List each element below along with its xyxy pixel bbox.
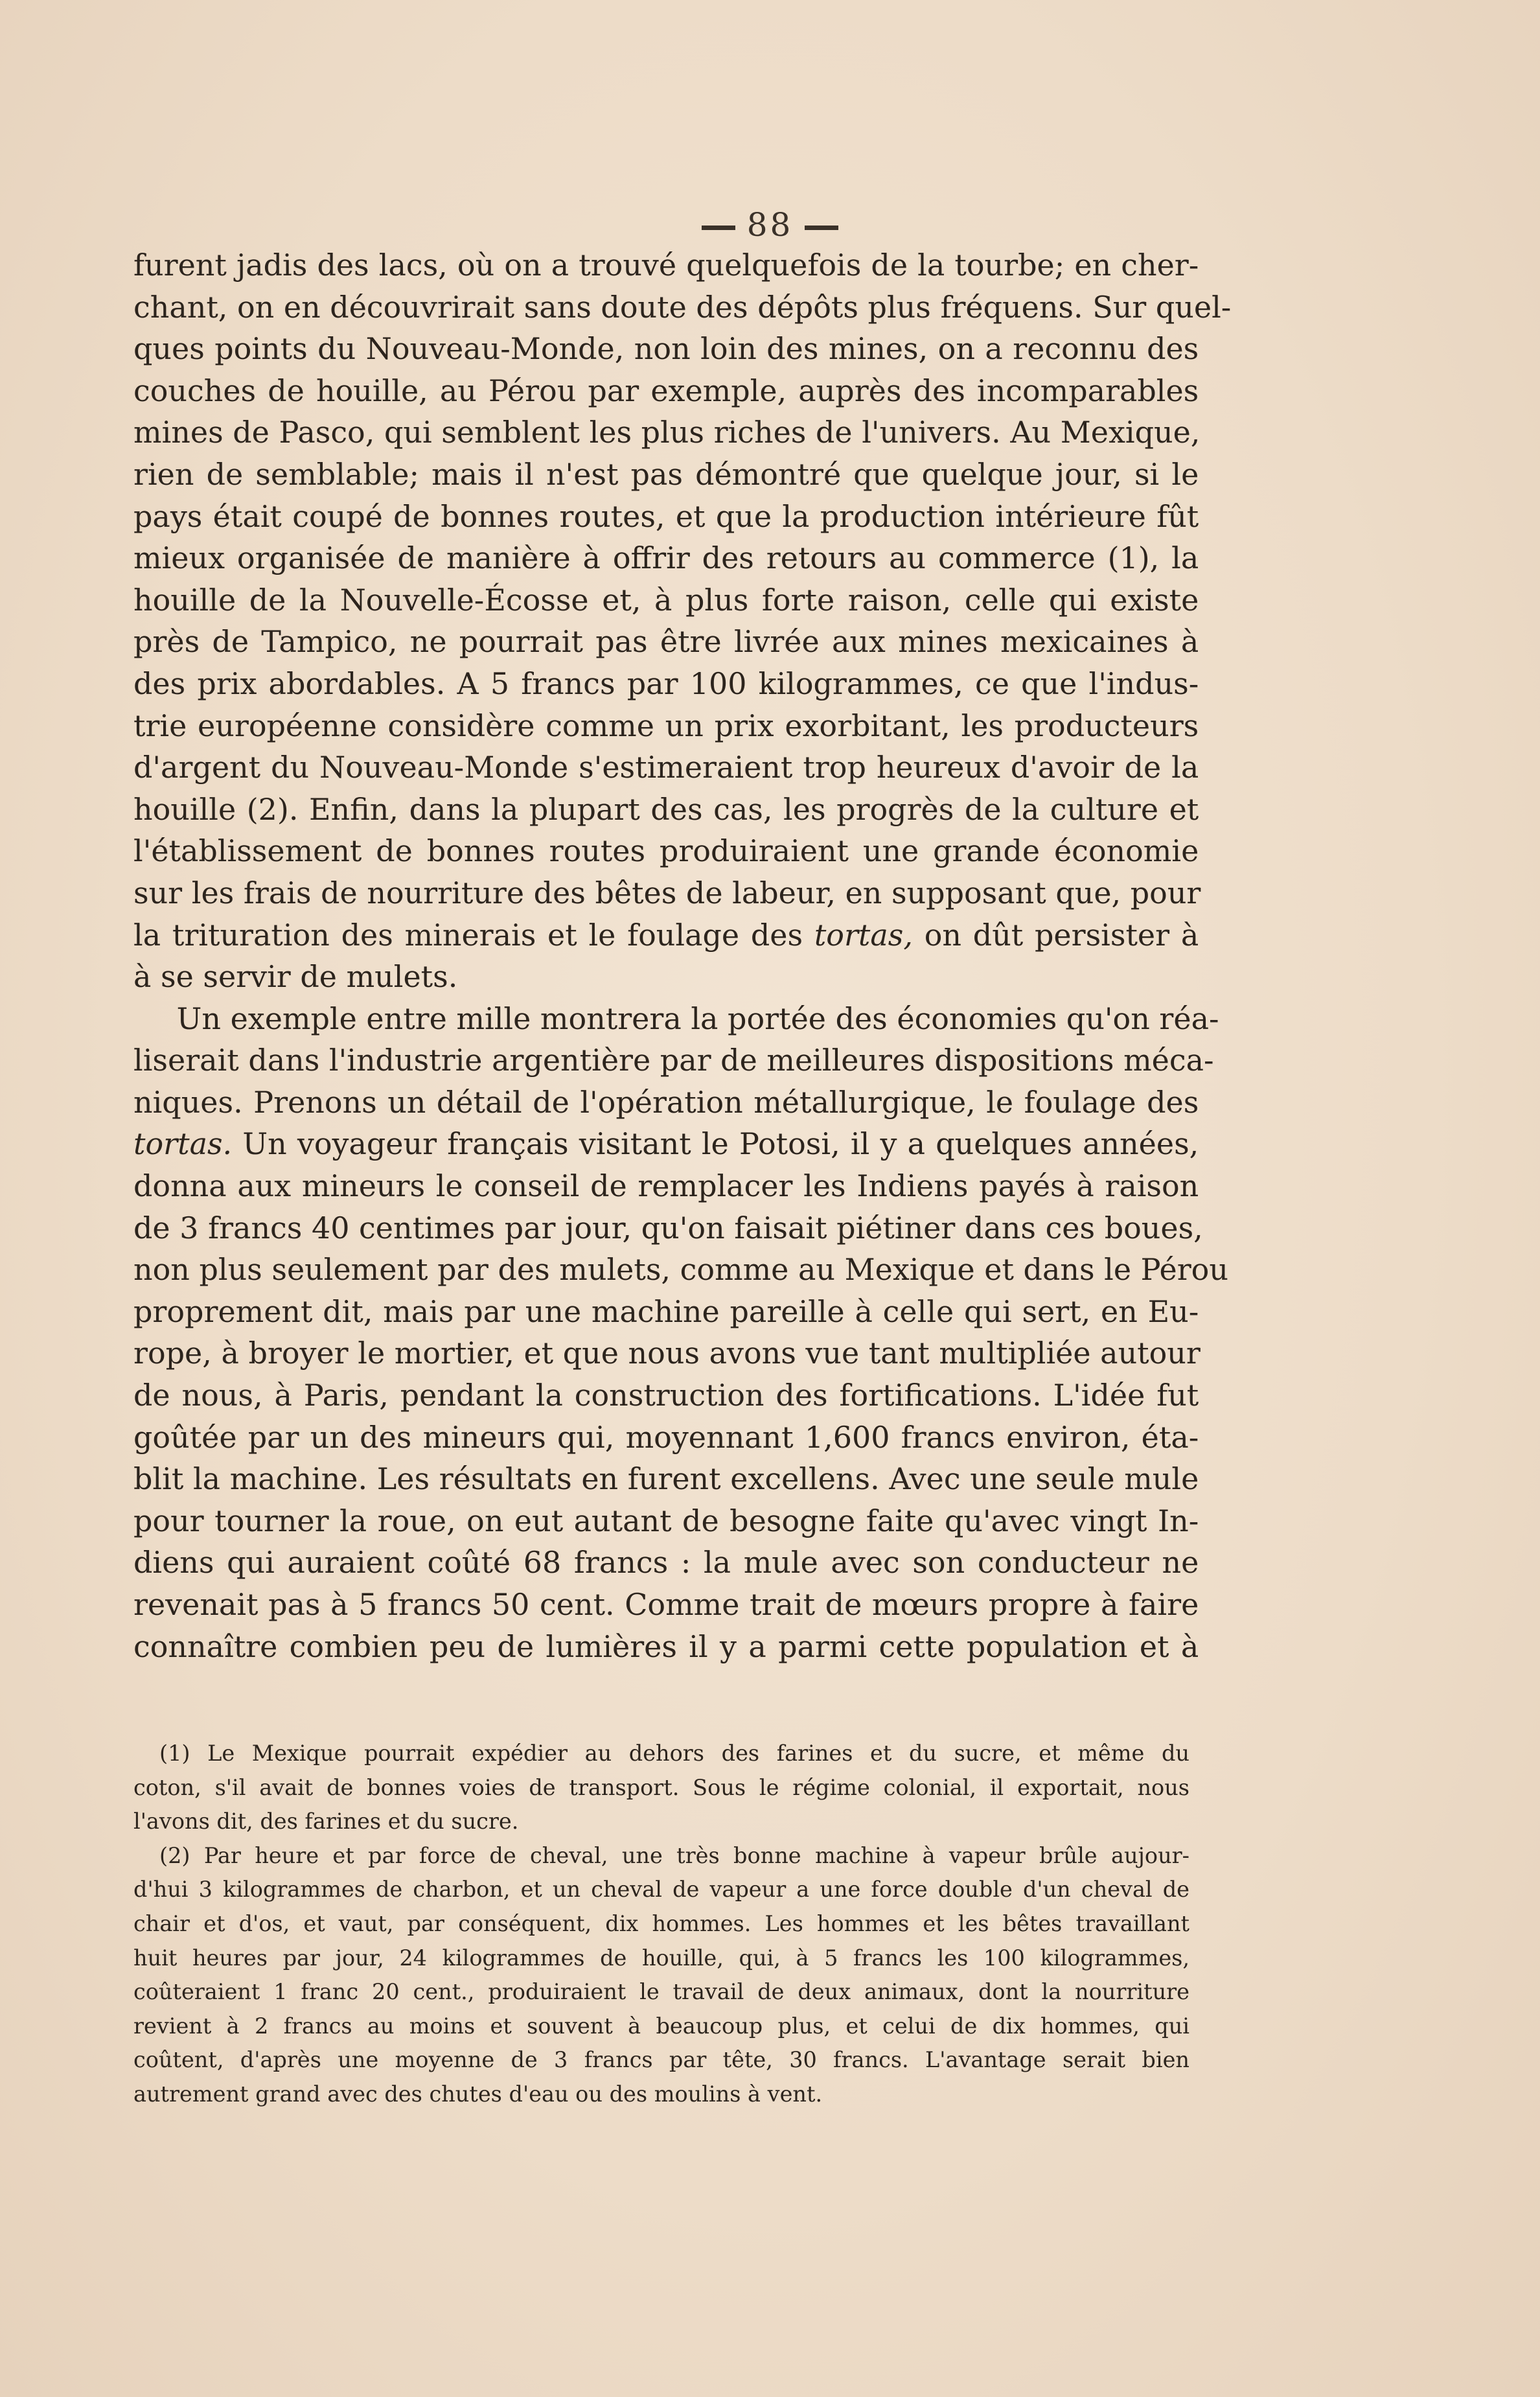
- text-line: mines de Pasco, qui semblent les plus riches de l'univers. Au Mexique,: [133, 415, 1201, 450]
- text-line: trie européenne considère comme un prix exorbitant, les producteurs: [133, 708, 1199, 743]
- footnotes: [133, 1737, 1189, 2112]
- text-line: houille de la Nouvelle-Écosse et, à plus forte raison, celle qui existe: [133, 583, 1199, 618]
- text-segment: Un voyageur français visitant le Potosi, il y a quelques années,: [232, 1127, 1199, 1162]
- text-line: l'établissement de bonnes routes produiraient une grande économie: [133, 834, 1199, 869]
- text-line: goûtée par un des mineurs qui, moyennant 1,600 francs environ, éta-: [133, 1420, 1199, 1455]
- text-line: furent jadis des lacs, où on a trouvé quelquefois de la tourbe; en cher-: [133, 248, 1199, 283]
- text-line: rope, à broyer le mortier, et que nous avons vue tant multipliée autour: [133, 1336, 1201, 1371]
- text-line: pays était coupé de bonnes routes, et que la production intérieure fût: [133, 499, 1199, 534]
- page-number: 88: [746, 206, 794, 244]
- text-line: d'argent du Nouveau-Monde s'estimeraient trop heureux d'avoir de la: [133, 750, 1199, 785]
- text-line: des prix abordables. A 5 francs par 100 kilogrammes, ce que l'indus-: [133, 666, 1199, 701]
- text-line: connaître combien peu de lumières il y a parmi cette population et à: [133, 1629, 1199, 1664]
- footnote-1: [133, 1737, 1189, 1839]
- paragraph-1: [133, 245, 1232, 999]
- italic-term: tortas,: [814, 918, 913, 953]
- text-line: [133, 915, 1199, 957]
- footnote-line: huit heures par jour, 24 kilogrammes de houille, qui, à 5 francs les 100 kilogrammes,: [133, 1945, 1189, 1971]
- text-line: sur les frais de nourriture des bêtes de labeur, en supposant que, pour: [133, 875, 1201, 910]
- text-line: liserait dans l'industrie argentière par de meilleures dispositions méca-: [133, 1043, 1214, 1078]
- text-line: revenait pas à 5 francs 50 cent. Comme trait de mœurs propre à faire: [133, 1588, 1199, 1622]
- text-line: proprement dit, mais par une machine pareille à celle qui sert, en Eu-: [133, 1294, 1199, 1329]
- footnote-line: l'avons dit, des farines et du sucre.: [133, 1809, 519, 1835]
- text-line: ques points du Nouveau-Monde, non loin des mines, on a reconnu des: [133, 332, 1199, 367]
- body-text: [133, 245, 1232, 1668]
- footnote-line: autrement grand avec des chutes d'eau ou des moulins à vent.: [133, 2081, 823, 2107]
- text-line: à se servir de mulets.: [133, 960, 458, 995]
- text-line: couches de houille, au Pérou par exemple, auprès des incomparables: [133, 373, 1199, 408]
- text-line: de 3 francs 40 centimes par jour, qu'on faisait piétiner dans ces boues,: [133, 1210, 1203, 1245]
- text-line: chant, on en découvrirait sans doute des dépôts plus fréquens. Sur quel-: [133, 290, 1232, 325]
- text-line: de nous, à Paris, pendant la construction des fortifications. L'idée fut: [133, 1378, 1199, 1413]
- text-line: non plus seulement par des mulets, comme au Mexique et dans le Pérou: [133, 1253, 1228, 1288]
- text-segment: la trituration des minerais et le foulage des: [133, 918, 814, 953]
- footnote-2: [133, 1839, 1189, 2112]
- text-line: blit la machine. Les résultats en furent excellens. Avec une seule mule: [133, 1462, 1199, 1497]
- text-line: niques. Prenons un détail de l'opération métallurgique, le foulage des: [133, 1085, 1199, 1120]
- text-line: Un exemple entre mille montrera la portée des économies qu'on réa-: [176, 1001, 1219, 1036]
- text-segment: on dût persister à: [912, 918, 1199, 953]
- footnote-line: coton, s'il avait de bonnes voies de transport. Sous le régime colonial, il exportait, nous: [133, 1774, 1189, 1800]
- footnote-line: coûteraient 1 franc 20 cent., produiraient le travail de deux animaux, dont la nourriture: [133, 1979, 1189, 2005]
- text-line: houille (2). Enfin, dans la plupart des cas, les progrès de la culture et: [133, 792, 1199, 827]
- paragraph-2: [133, 999, 1228, 1669]
- text-line: diens qui auraient coûté 68 francs : la mule avec son conducteur ne: [133, 1546, 1199, 1581]
- page-header: [0, 206, 1540, 244]
- footnote-line: (1) Le Mexique pourrait expédier au dehors des farines et du sucre, et même du: [159, 1741, 1189, 1766]
- italic-term: tortas.: [133, 1127, 233, 1162]
- footnote-line: (2) Par heure et par force de cheval, une très bonne machine à vapeur brûle aujour-: [159, 1842, 1189, 1868]
- header-dash-left: [702, 226, 735, 230]
- footnote-line: revient à 2 francs au moins et souvent à beaucoup plus, et celui de dix hommes, qui: [133, 2013, 1189, 2039]
- header-dash-right: [805, 226, 838, 230]
- footnote-line: chair et d'os, et vaut, par conséquent, dix hommes. Les hommes et les bêtes travaillant: [133, 1910, 1189, 1936]
- text-line: donna aux mineurs le conseil de remplacer les Indiens payés à raison: [133, 1169, 1199, 1204]
- text-line: [133, 1124, 1199, 1166]
- text-line: mieux organisée de manière à offrir des retours au commerce (1), la: [133, 541, 1199, 576]
- text-line: rien de semblable; mais il n'est pas démontré que quelque jour, si le: [133, 457, 1199, 492]
- text-line: pour tourner la roue, on eut autant de besogne faite qu'avec vingt In-: [133, 1503, 1199, 1538]
- text-line: près de Tampico, ne pourrait pas être livrée aux mines mexicaines à: [133, 625, 1199, 660]
- footnote-line: coûtent, d'après une moyenne de 3 francs par tête, 30 francs. L'avantage serait bien: [133, 2047, 1189, 2073]
- footnote-line: d'hui 3 kilogrammes de charbon, et un cheval de vapeur a une force double d'un cheval de: [133, 1877, 1189, 1903]
